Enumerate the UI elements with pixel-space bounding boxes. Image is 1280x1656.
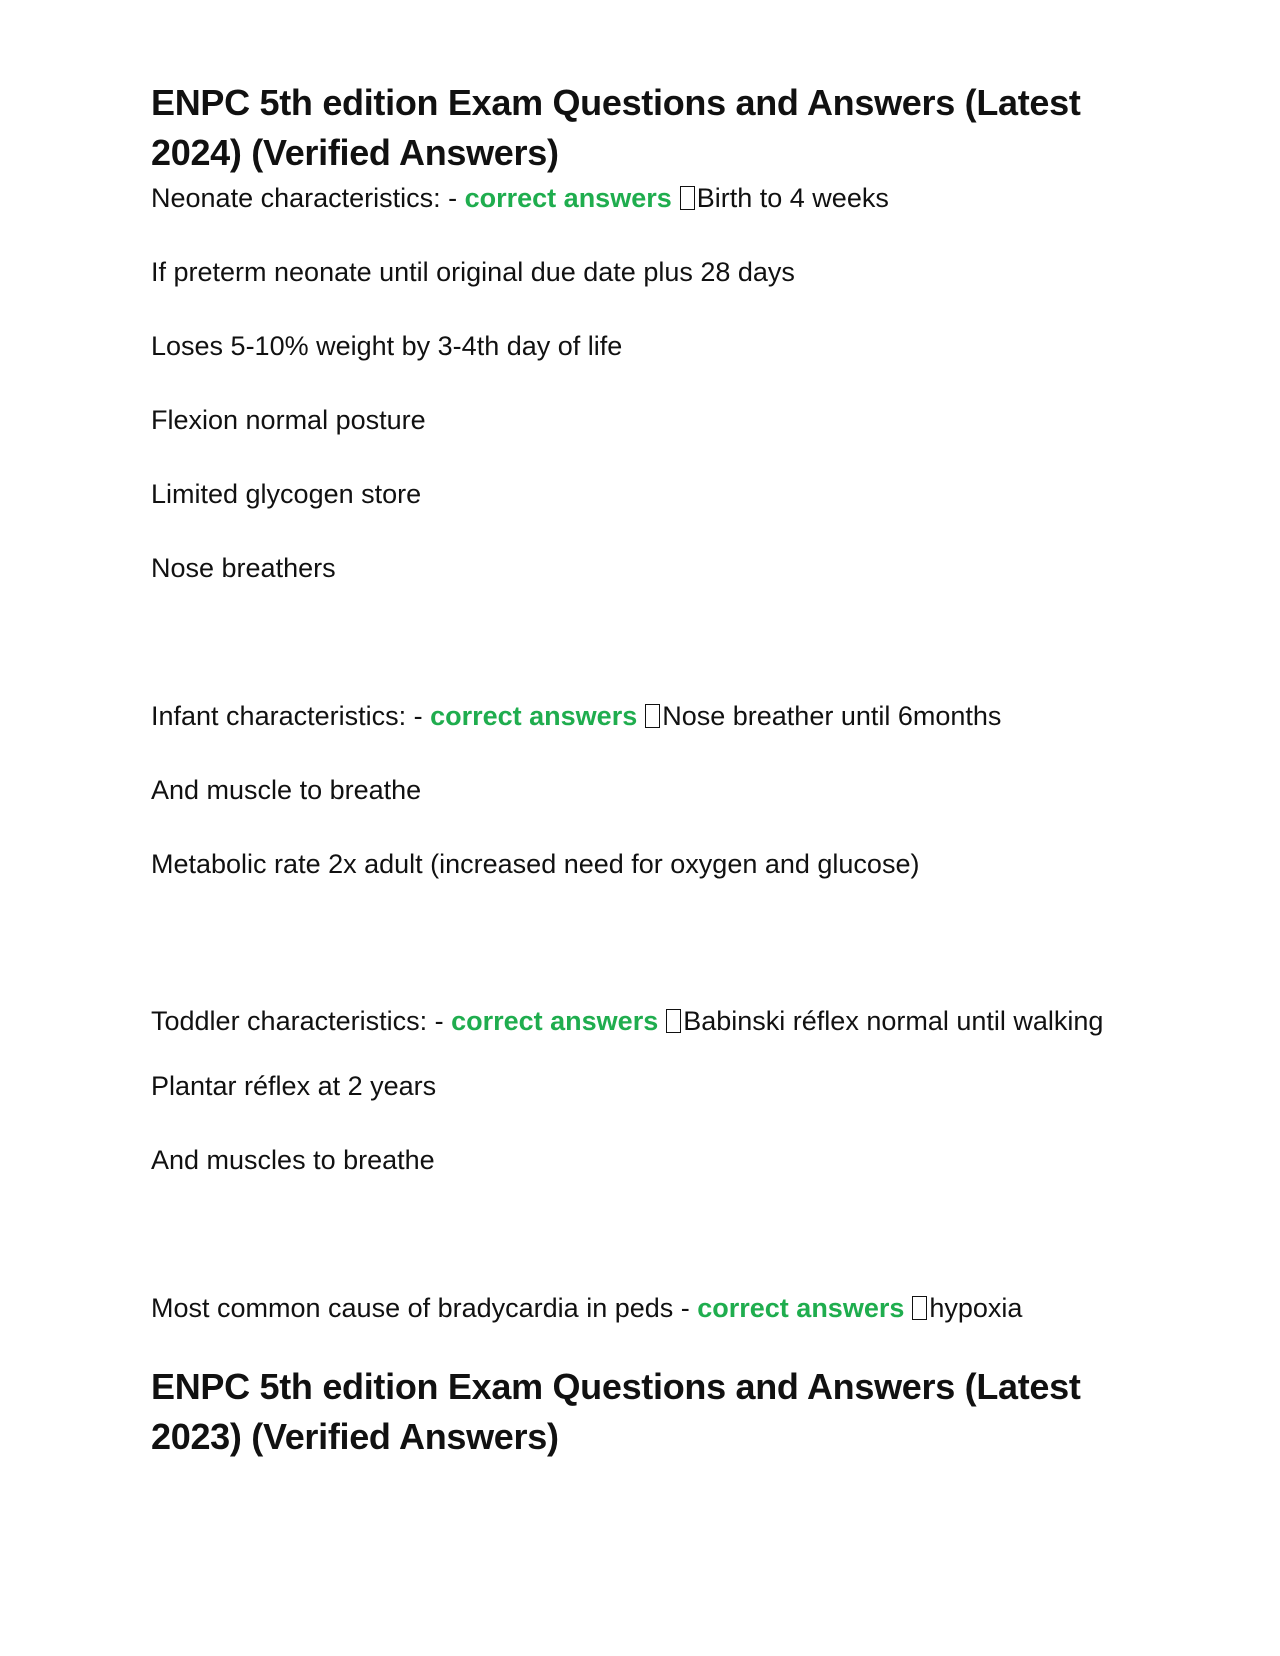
answer-line: Loses 5-10% weight by 3-4th day of life xyxy=(151,331,623,361)
question-text: Neonate characteristics: - xyxy=(151,183,465,213)
spacer xyxy=(151,622,1141,696)
answer-line: Nose breathers xyxy=(151,553,336,583)
answer-label: correct answers xyxy=(464,183,672,213)
answer-label: correct answers xyxy=(430,701,638,731)
question-text: Toddler characteristics: - xyxy=(151,1006,452,1036)
answer-line: Plantar réflex at 2 years xyxy=(151,1071,437,1101)
qa-toddler xyxy=(151,992,1141,1050)
missing-glyph-icon xyxy=(680,186,695,210)
spacer xyxy=(151,1214,1141,1288)
document-title: ENPC 5th edition Exam Questions and Answers (Latest 2024) (Verified Answers) xyxy=(151,82,1081,173)
qa-neonate xyxy=(151,178,1141,218)
answer-label: correct answers xyxy=(697,1293,905,1323)
missing-glyph-icon xyxy=(912,1296,927,1320)
answer-line: Flexion normal posture xyxy=(151,405,426,435)
answer-text: Nose breather until 6months xyxy=(662,701,1002,731)
document-title-repeat: ENPC 5th edition Exam Questions and Answers (Latest 2023) (Verified Answers) xyxy=(151,1366,1081,1457)
answer-text: hypoxia xyxy=(929,1293,1023,1323)
answer-line: Metabolic rate 2x adult (increased need for oxygen and glucose) xyxy=(151,849,920,879)
qa-bradycardia xyxy=(151,1288,1141,1328)
question-text: Most common cause of bradycardia in peds - xyxy=(151,1293,698,1323)
answer-line: And muscles to breathe xyxy=(151,1145,435,1175)
spacer xyxy=(151,918,1141,992)
document-page xyxy=(151,78,1141,1462)
question-text: Infant characteristics: - xyxy=(151,701,431,731)
answer-text: Birth to 4 weeks xyxy=(696,183,889,213)
answer-line: Limited glycogen store xyxy=(151,479,422,509)
qa-infant xyxy=(151,696,1141,736)
answer-label: correct answers xyxy=(451,1006,659,1036)
missing-glyph-icon xyxy=(666,1009,681,1033)
answer-text: Babinski réflex normal until walking xyxy=(683,1006,1104,1036)
answer-line: And muscle to breathe xyxy=(151,775,422,805)
answer-line: If preterm neonate until original due date plus 28 days xyxy=(151,257,795,287)
missing-glyph-icon xyxy=(645,704,660,728)
